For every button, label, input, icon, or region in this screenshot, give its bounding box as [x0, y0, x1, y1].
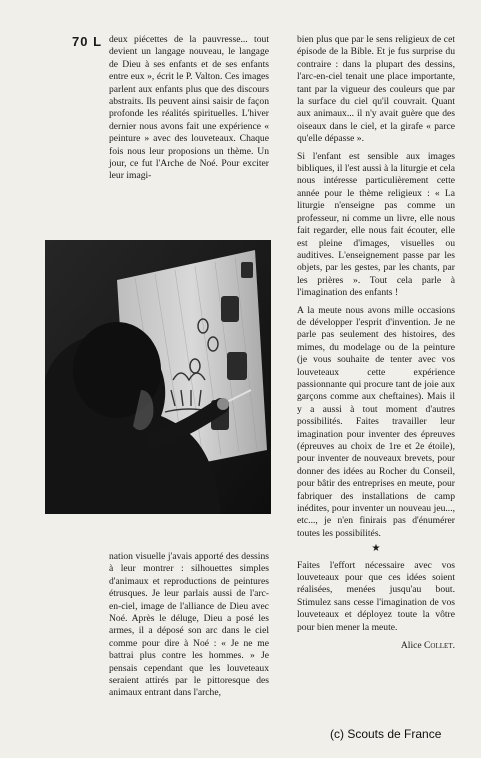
- author-signature: [297, 640, 455, 652]
- paragraph: A la meute nous avons mille occasions de développer l'esprit d'invention. Je ne parle pas seulement des histoires, des mimes, du modelage ou de la peinture (je vous souhaite de tenter avec vos louveteaux cette expérience passionnante qui procure tant de joie aux garçons comme aux cheftaines). Mais il y a aussi à tout moment d'autres possibilités. Faites travailler leur imagination pour inventer des épreuves (épreuves au choix de 1re et 2e étoile), pour inventer de nouveaux brevets, pour donner des idées au Rocher du Conseil, pour bâtir des entreprises en meute, pour fabriquer des installations de camp inédites, pour inventer un nouveau jeu..., etc..., je n'en finirais pas d'énumérer toutes les possibilités.: [297, 304, 455, 539]
- copyright-watermark: (c) Scouts de France: [330, 727, 442, 741]
- page-number: 70 L: [72, 34, 103, 49]
- photo-child-painting: [45, 240, 271, 514]
- author-first-name: Alice: [400, 640, 422, 652]
- paragraph: nation visuelle j'avais apporté des dessins à leur montrer : silhouettes simples d'animaux et reproductions de peintures étrusques. Je leur parlais aussi de l'arc-en-ciel, image de l'alliance de Dieu avec Noé. Après le déluge, Dieu a posé les armes, il a déposé son arc dans le ciel comme pour dire à Noé : « Je ne me battrai plus contre les hommes. » Je pensais cependant que les louveteaux seraient attirés par le pittoresque des animaux entrant dans l'arche,: [109, 551, 269, 699]
- column-right: [297, 34, 455, 653]
- paragraph: deux piécettes de la pauvresse... tout devient un langage nouveau, le langage de Dieu à ses enfants et de ses enfants entre eux », écrit le P. Valton. Ces images parlent aux enfants plus que des discours abstraits. Ils peuvent ainsi saisir de façon profonde les réalités spirituelles. L'hiver dernier nous avons fait une expérience « peinture » avec des louveteaux. Chaque fois nous leur proposions un thème. Un jour, ce fut l'Arche de Noé. Pour exciter leur imagi-: [109, 34, 269, 182]
- photo-illustration: [45, 240, 271, 514]
- star-separator-icon: ★: [371, 543, 381, 555]
- paragraph: Faites l'effort nécessaire avec vos louveteaux pour que ces idées soient réalisées, menées jusqu'au bout. Stimulez sans cesse l'imagination de vos louveteaux et déployez toute la vôtre pour bien mener la meute.: [297, 559, 455, 633]
- paragraph: bien plus que par le sens religieux de cet épisode de la Bible. Et je fus surprise du contraire : dans la plupart des dessins, l'arc-en-ciel tenait une place importante, tant par la vigueur des couleurs que par la surface du ciel qu'il couvrait. Quant aux animaux... il n'y avait guère que des oiseaux dans le ciel, et la girafe « parce qu'elle dépasse ».: [297, 34, 455, 145]
- author-last-name: Collet.: [424, 640, 455, 652]
- paragraph: Si l'enfant est sensible aux images bibliques, il l'est aussi à la liturgie et cela nous intéresse particulièrement cette année pour le thème religieux : « La liturgie n'enseigne pas comme un professeur, ni comme un livre, elle nous fait regarder, elle nous fait écouter, elle est pleine d'images, visuelles ou auditives. L'enseignement passe par les objets, par les gestes, par les chants, par les prières ». Tout cela parle à l'imagination des enfants !: [297, 150, 455, 299]
- column-left-bottom: [109, 551, 269, 700]
- column-left-top: [109, 34, 269, 183]
